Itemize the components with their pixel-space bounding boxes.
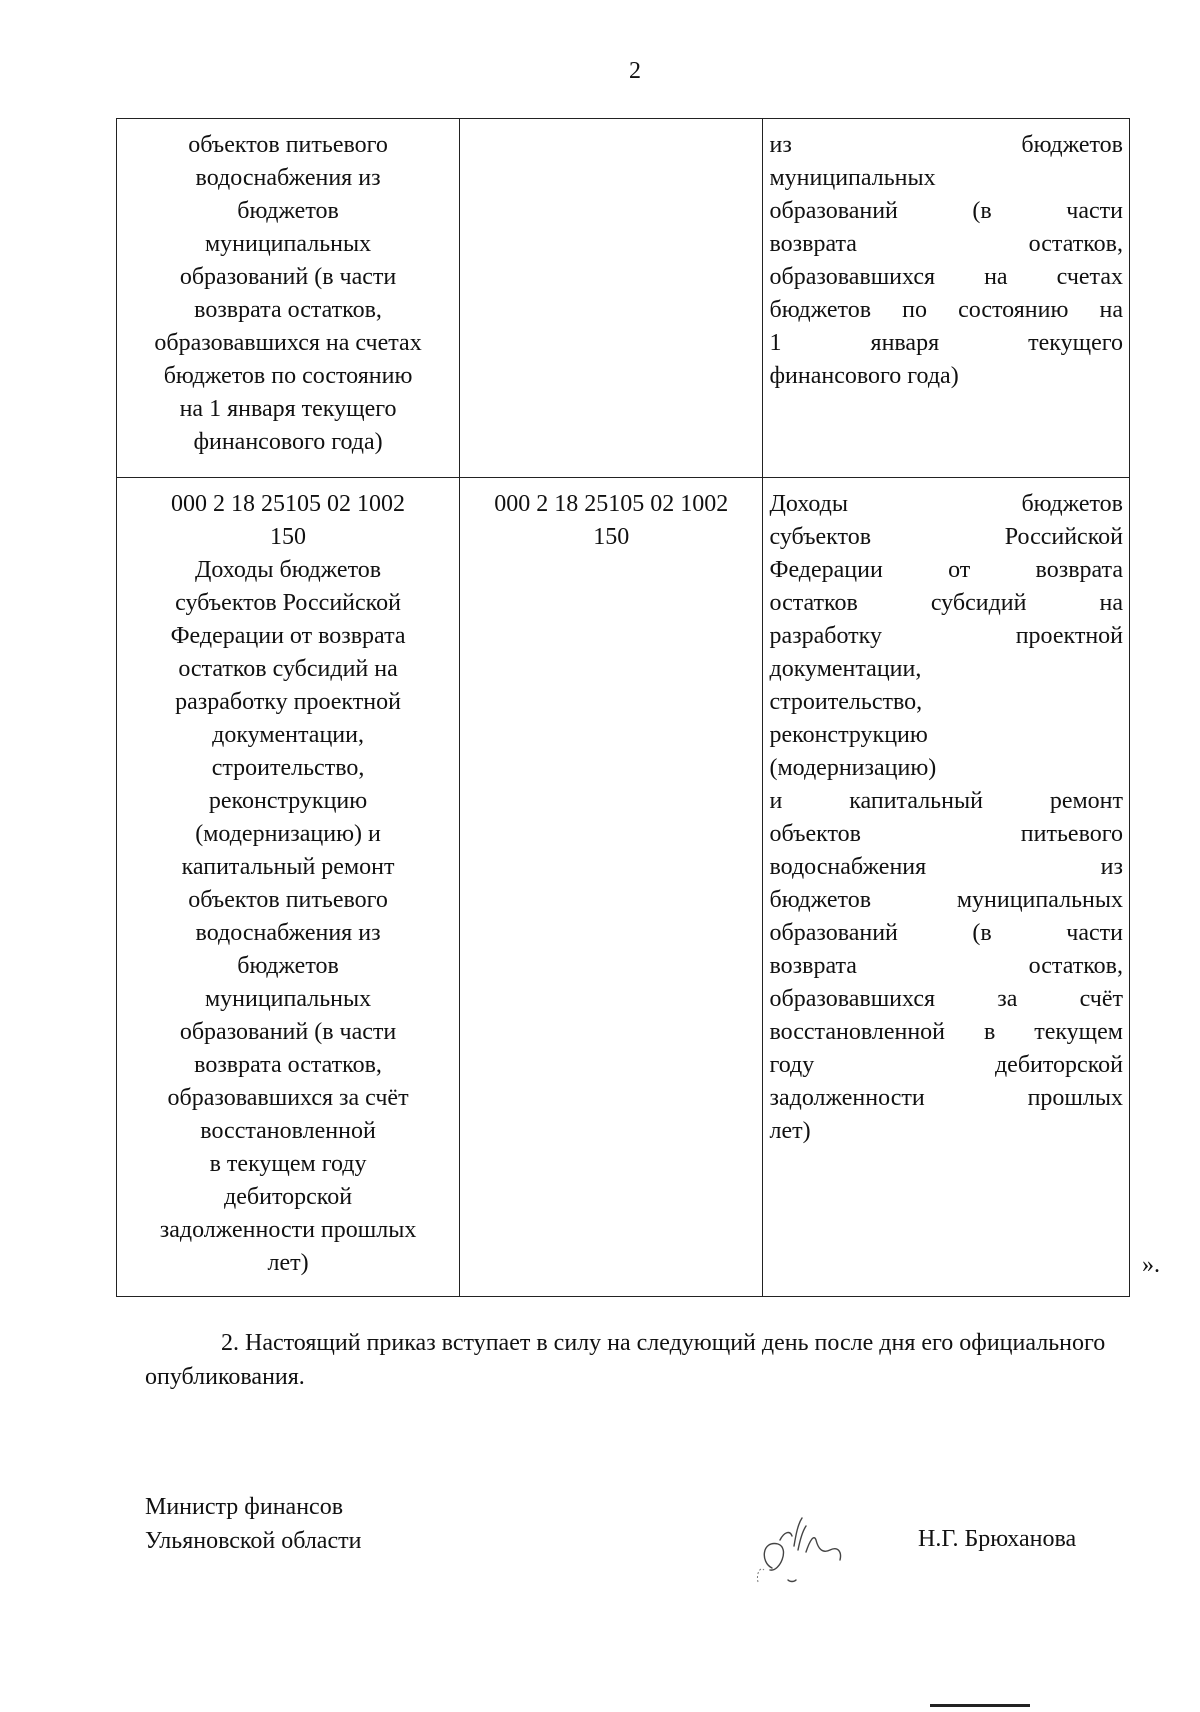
codes-table bbox=[116, 118, 1130, 1297]
cell-line: задолженности прошлых bbox=[769, 1085, 1123, 1111]
cell-line: финансового года) bbox=[193, 429, 383, 455]
cell-line: на 1 января текущего bbox=[179, 396, 397, 422]
cell-line: бюджетов муниципальных bbox=[769, 887, 1123, 913]
table-cell-code-description bbox=[117, 478, 460, 1297]
table-row bbox=[117, 478, 1130, 1297]
cell-line: строительство, bbox=[769, 689, 923, 715]
cell-line: в текущем году bbox=[209, 1151, 367, 1177]
cell-line: объектов питьевого bbox=[188, 887, 388, 913]
handwritten-signature bbox=[750, 1510, 870, 1590]
cell-line: капитальный ремонт bbox=[181, 854, 395, 880]
cell-line: водоснабжения из bbox=[769, 854, 1123, 880]
cell-line: образований (в части bbox=[769, 198, 1123, 224]
table-cell-code bbox=[460, 478, 763, 1297]
cell-line: Федерации от возврата bbox=[170, 623, 406, 649]
cell-line: бюджетов по состоянию на bbox=[769, 297, 1123, 323]
cell-line: образовавшихся на счетах bbox=[769, 264, 1123, 290]
cell-line: документации, bbox=[212, 722, 364, 748]
cell-line: реконструкцию bbox=[208, 788, 368, 814]
cell-line: возврата остатков, bbox=[194, 297, 382, 323]
cell-line: восстановленной bbox=[200, 1118, 376, 1144]
cell-line: и капитальный ремонт bbox=[769, 788, 1123, 814]
cell-line: объектов питьевого bbox=[769, 821, 1123, 847]
cell-line: году дебиторской bbox=[769, 1052, 1123, 1078]
cell-line: субъектов Российской bbox=[175, 590, 401, 616]
cell-line: водоснабжения из bbox=[195, 920, 381, 946]
cell-line: бюджетов bbox=[237, 198, 339, 224]
paragraph-2: 2. Настоящий приказ вступает в силу на следующий день после дня его официального опубликования. bbox=[145, 1330, 1106, 1390]
cell-line: образовавшихся на счетах bbox=[154, 330, 422, 356]
cell-line: образований (в части bbox=[179, 1019, 397, 1045]
cell-line: из бюджетов bbox=[769, 132, 1123, 158]
cell-line: 000 2 18 25105 02 1002 bbox=[494, 491, 729, 517]
position-line: Министр финансов bbox=[145, 1494, 344, 1520]
cell-line: разработку проектной bbox=[769, 623, 1123, 649]
table-cell-description bbox=[763, 478, 1130, 1297]
cell-line: остатков субсидий на bbox=[178, 656, 398, 682]
signatory-position bbox=[145, 1490, 361, 1558]
cell-line: 150 bbox=[270, 524, 307, 550]
cell-line: 000 2 18 25105 02 1002 bbox=[171, 491, 406, 517]
cell-line: Доходы бюджетов bbox=[769, 491, 1123, 517]
cell-line: (модернизацию) bbox=[769, 755, 937, 781]
cell-line: Доходы бюджетов bbox=[195, 557, 382, 583]
cell-line: 150 bbox=[593, 524, 630, 550]
table-cell-code-description bbox=[117, 119, 460, 478]
signatory-name: Н.Г. Брюханова bbox=[918, 1526, 1077, 1552]
cell-line: муниципальных bbox=[769, 165, 936, 191]
cell-line: образовавшихся за счёт bbox=[769, 986, 1123, 1012]
cell-line: документации, bbox=[769, 656, 922, 682]
cell-line: Федерации от возврата bbox=[769, 557, 1123, 583]
cell-line: лет) bbox=[769, 1118, 811, 1144]
cell-line: бюджетов bbox=[237, 953, 339, 979]
position-line: Ульяновской области bbox=[145, 1528, 362, 1554]
table-row bbox=[117, 119, 1130, 478]
cell-line: возврата остатков, bbox=[194, 1052, 382, 1078]
table-cell-code bbox=[460, 119, 763, 478]
cell-line: остатков субсидий на bbox=[769, 590, 1123, 616]
cell-line: разработку проектной bbox=[175, 689, 401, 715]
table-cell-description bbox=[763, 119, 1130, 478]
cell-line: реконструкцию bbox=[769, 722, 928, 748]
cell-line: образовавшихся за счёт bbox=[167, 1085, 409, 1111]
footer-mark bbox=[930, 1704, 1030, 1707]
cell-line: субъектов Российской bbox=[769, 524, 1123, 550]
cell-line: 1 января текущего bbox=[769, 330, 1123, 356]
cell-line: лет) bbox=[267, 1250, 309, 1276]
cell-line: финансового года) bbox=[769, 363, 959, 389]
cell-line: (модернизацию) и bbox=[195, 821, 381, 847]
cell-line: бюджетов по состоянию bbox=[163, 363, 413, 389]
cell-line: восстановленной в текущем bbox=[769, 1019, 1123, 1045]
cell-line: муниципальных bbox=[204, 986, 372, 1012]
cell-line: образований (в части bbox=[179, 264, 397, 290]
cell-line: дебиторской bbox=[224, 1184, 353, 1210]
cell-line: образований (в части bbox=[769, 920, 1123, 946]
page-number: 2 bbox=[629, 58, 641, 84]
cell-line: муниципальных bbox=[204, 231, 372, 257]
cell-line: возврата остатков, bbox=[769, 231, 1123, 257]
cell-line: объектов питьевого bbox=[188, 132, 388, 158]
cell-line: строительство, bbox=[211, 755, 365, 781]
cell-line: задолженности прошлых bbox=[159, 1217, 417, 1243]
cell-line: водоснабжения из bbox=[195, 165, 381, 191]
closing-quote: ». bbox=[1142, 1252, 1160, 1278]
cell-line: возврата остатков, bbox=[769, 953, 1123, 979]
